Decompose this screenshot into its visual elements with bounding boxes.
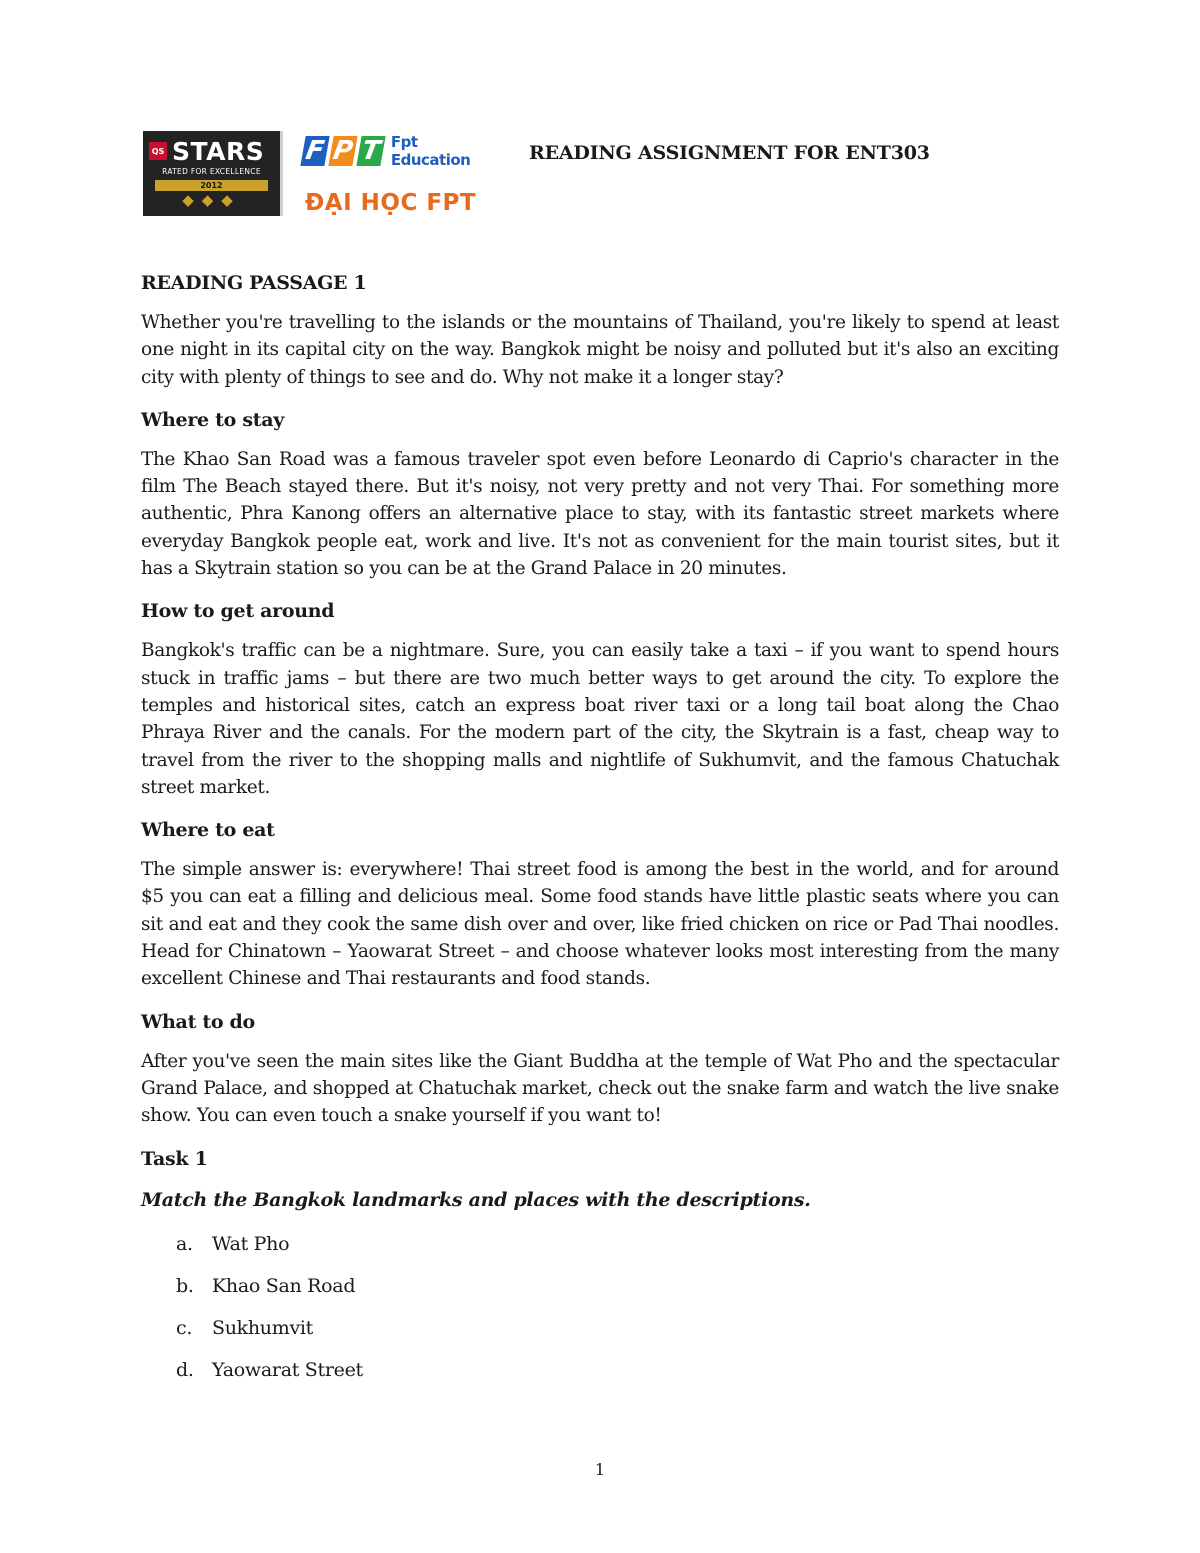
option-text: Yaowarat Street: [212, 1358, 363, 1381]
stars-wordmark: STARS: [172, 136, 265, 166]
option-letter: d.: [176, 1358, 194, 1381]
option-letter: a.: [176, 1232, 193, 1255]
section-body-where-to-stay: The Khao San Road was a famous traveler spot even before Leonardo di Caprio's character in the film The Beach stayed there. But it's noisy, not very pretty and not very Thai. For something more authentic, Phra Kanong offers an alternative place to stay, with its fantastic street markets where everyday Bangkok people eat, work and live. It's not as convenient for the main tourist sites, but it has a Skytrain station so you can be at the Grand Palace in 20 minutes.: [141, 448, 1059, 580]
task-instruction: Match the Bangkok landmarks and places with the descriptions.: [141, 1188, 811, 1211]
list-item: [141, 1223, 1059, 1265]
stars-subtitle: RATED FOR EXCELLENCE: [162, 167, 261, 176]
option-text: Khao San Road: [212, 1274, 356, 1297]
option-text: Wat Pho: [212, 1232, 290, 1255]
qs-stars-logo: [143, 131, 283, 216]
section-heading-where-to-eat: Where to eat: [141, 819, 275, 842]
fpt-letter-f: F: [300, 136, 329, 166]
fpt-education-logo: [303, 128, 493, 220]
fpt-university-text: ĐẠI HỌC FPT: [305, 190, 477, 216]
qs-badge: QS: [149, 142, 167, 160]
option-letter: b.: [176, 1274, 194, 1297]
task-options-list: [141, 1223, 1059, 1391]
list-item: [141, 1307, 1059, 1349]
section-body-what-to-do: After you've seen the main sites like the Giant Buddha at the temple of Wat Pho and the spectacular Grand Palace, and shopped at Chatuchak market, check out the snake farm and watch the live snake show. You can even touch a snake yourself if you want to!: [141, 1050, 1059, 1127]
task-heading: Task 1: [141, 1147, 208, 1170]
fpt-letter-t: T: [356, 136, 385, 166]
section-body-how-to-get-around: Bangkok's traffic can be a nightmare. Sure, you can easily take a taxi – if you want to spend hours stuck in traffic jams – but there are two much better ways to get around the city. To explore the temples and historical sites, catch an express boat river taxi or a long tail boat along the Chao Phraya River and the canals. For the modern part of the city, the Skytrain is a fast, cheap way to travel from the river to the shopping malls and nightlife of Sukhumvit, and the famous Chatuchak street market.: [141, 640, 1059, 798]
section-heading-where-to-stay: Where to stay: [141, 408, 284, 431]
list-item: [141, 1265, 1059, 1307]
star-rating-icon: ◆◆◆: [182, 191, 241, 209]
option-text: Sukhumvit: [212, 1316, 314, 1339]
passage-heading: READING PASSAGE 1: [141, 272, 367, 294]
document-title: READING ASSIGNMENT FOR ENT303: [529, 142, 930, 164]
fpt-letter-p: P: [328, 136, 357, 166]
section-heading-how-to-get-around: How to get around: [141, 600, 335, 623]
document-body: [141, 267, 1059, 1391]
section-body-where-to-eat: The simple answer is: everywhere! Thai street food is among the best in the world, and for around $5 you can eat a filling and delicious meal. Some food stands have little plastic seats where you can sit and eat and they cook the same dish over and over, like fried chicken on rice or Pad Thai noodles. Head for Chinatown – Yaowarat Street – and choose whatever looks most interesting from the many excellent Chinese and Thai restaurants and food stands.: [141, 859, 1059, 990]
intro-paragraph: Whether you're travelling to the islands or the mountains of Thailand, you're likely to spend at least one night in its capital city on the way. Bangkok might be noisy and polluted but it's also an exciting city with plenty of things to see and do. Why not make it a longer stay?: [141, 312, 1059, 388]
section-heading-what-to-do: What to do: [141, 1010, 255, 1033]
fpt-education-text: Fpt Education: [390, 133, 471, 169]
stars-year: 2012: [155, 180, 268, 191]
page-number: 1: [594, 1460, 606, 1479]
list-item: [141, 1349, 1059, 1391]
option-letter: c.: [176, 1316, 193, 1339]
